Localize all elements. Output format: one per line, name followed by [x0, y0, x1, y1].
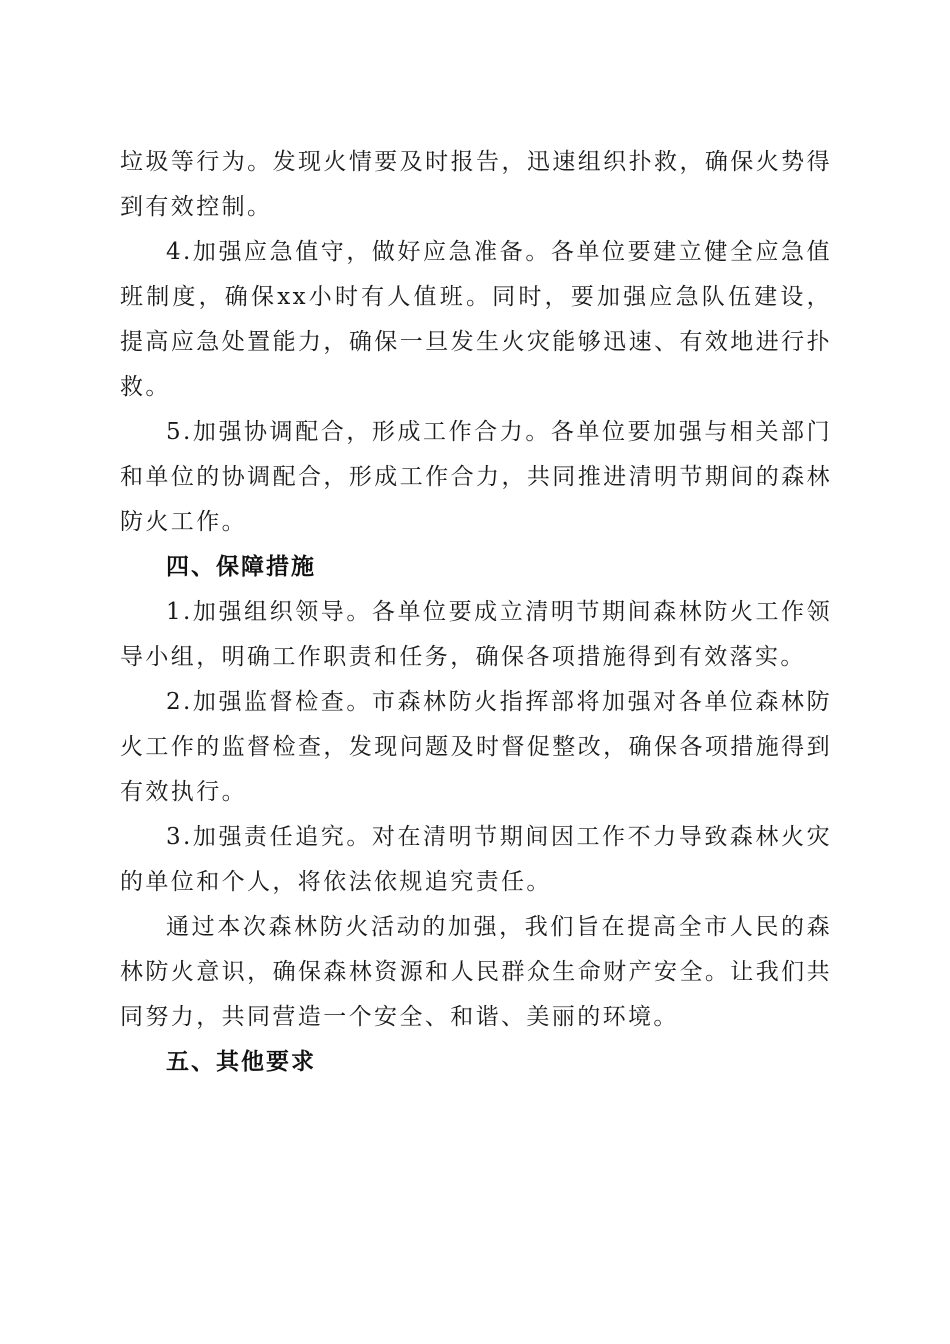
section-heading-4: 四、保障措施: [166, 554, 316, 580]
paragraph-item-4: 4.加强应急值守，做好应急准备。各单位要建立健全应急值班制度，确保xx小时有人值班。同时，要加强应急队伍建设，提高应急处置能力，确保一旦发生火灾能够迅速、有效地进行扑救。: [120, 239, 832, 400]
document-body: [120, 140, 832, 1085]
section-heading-5: 五、其他要求: [166, 1049, 316, 1075]
paragraph-item-5: 5.加强协调配合，形成工作合力。各单位要加强与相关部门和单位的协调配合，形成工作合力，共同推进清明节期间的森林防火工作。: [120, 419, 832, 535]
paragraph-continued: 垃圾等行为。发现火情要及时报告，迅速组织扑救，确保火势得到有效控制。: [120, 149, 832, 220]
paragraph-summary: 通过本次森林防火活动的加强，我们旨在提高全市人民的森林防火意识，确保森林资源和人民群众生命财产安全。让我们共同努力，共同营造一个安全、和谐、美丽的环境。: [120, 914, 832, 1030]
paragraph-guarantee-3: 3.加强责任追究。对在清明节期间因工作不力导致森林火灾的单位和个人，将依法依规追究责任。: [120, 824, 832, 895]
paragraph-guarantee-1: 1.加强组织领导。各单位要成立清明节期间森林防火工作领导小组，明确工作职责和任务，确保各项措施得到有效落实。: [120, 599, 832, 670]
paragraph-guarantee-2: 2.加强监督检查。市森林防火指挥部将加强对各单位森林防火工作的监督检查，发现问题及时督促整改，确保各项措施得到有效执行。: [120, 689, 832, 805]
